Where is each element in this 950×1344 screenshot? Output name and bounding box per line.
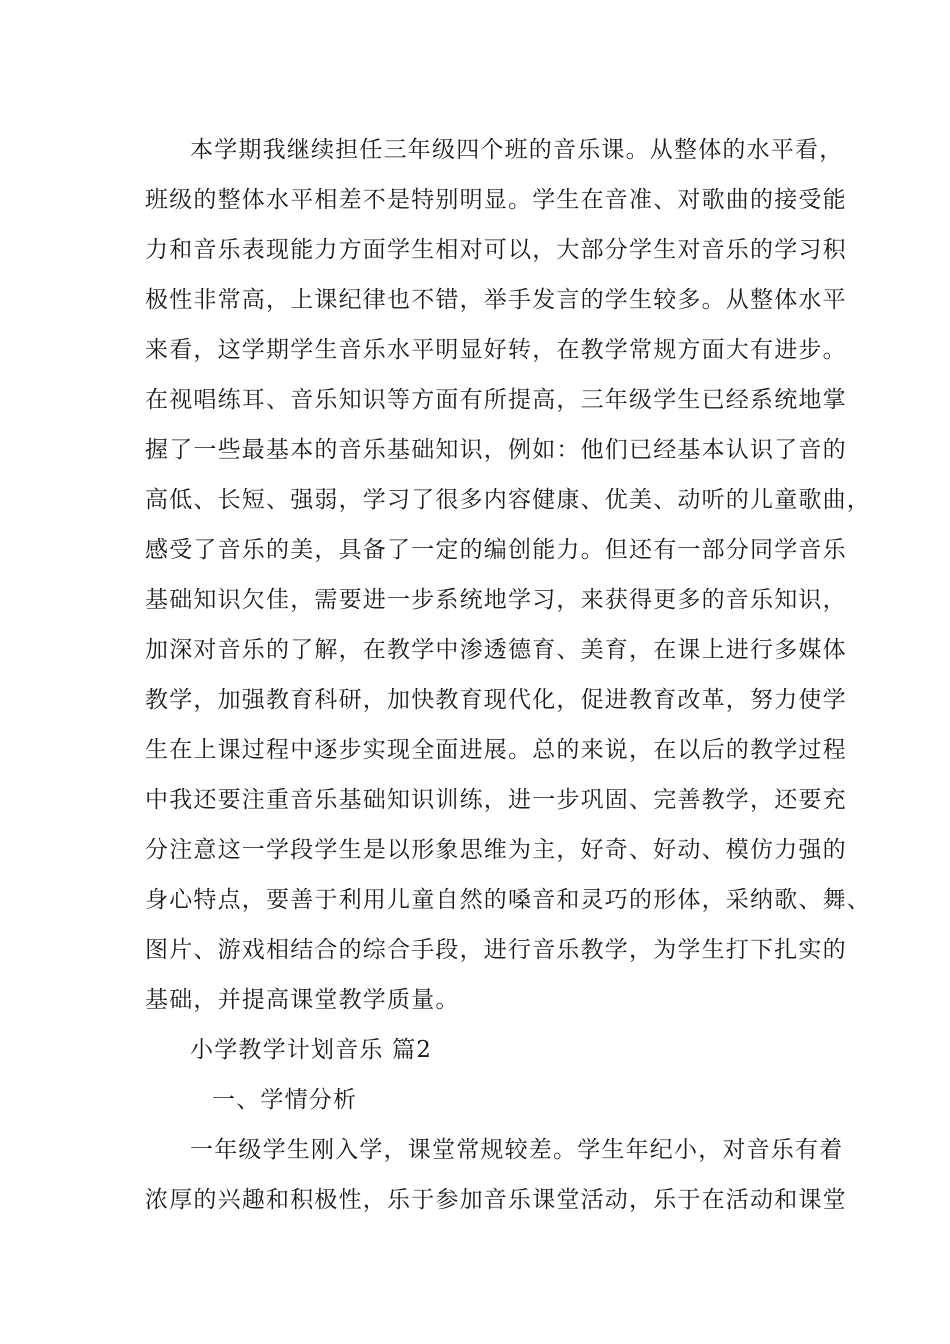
text-line: 加深对音乐的了解，在教学中渗透德育、美育，在课上进行多媒体 [145, 637, 847, 663]
text-line: 基础，并提高课堂教学质量。 [145, 987, 460, 1013]
text-line: 来看，这学期学生音乐水平明显好转，在教学常规方面大有进步。 [145, 337, 847, 363]
text-line: 身心特点，要善于利用儿童自然的嗓音和灵巧的形体，采纳歌、舞、 [145, 887, 871, 913]
text-line: 感受了音乐的美，具备了一定的编创能力。但还有一部分同学音乐 [145, 537, 847, 563]
text-line: 一年级学生刚入学，课堂常规较差。学生年纪小，对音乐有着 [190, 1137, 844, 1163]
text-line: 握了一些最基本的音乐基础知识，例如：他们已经基本认识了音的 [145, 437, 847, 463]
text-line: 力和音乐表现能力方面学生相对可以，大部分学生对音乐的学习积 [145, 237, 847, 263]
text-line: 在视唱练耳、音乐知识等方面有所提高，三年级学生已经系统地掌 [145, 387, 847, 413]
text-line: 班级的整体水平相差不是特别明显。学生在音准、对歌曲的接受能 [145, 187, 847, 213]
text-line: 高低、长短、强弱，学习了很多内容健康、优美、动听的儿童歌曲， [145, 487, 871, 513]
text-line: 生在上课过程中逐步实现全面进展。总的来说，在以后的教学过程 [145, 737, 847, 763]
text-line: 本学期我继续担任三年级四个班的音乐课。从整体的水平看， [190, 137, 844, 163]
section-heading: 小学教学计划音乐 篇2 [190, 1037, 433, 1063]
text-line: 图片、游戏相结合的综合手段，进行音乐教学，为学生打下扎实的 [145, 937, 847, 963]
text-line: 教学，加强教育科研，加快教育现代化，促进教育改革，努力使学 [145, 687, 847, 713]
text-line: 分注意这一学段学生是以形象思维为主，好奇、好动、模仿力强的 [145, 837, 847, 863]
text-line: 基础知识欠佳，需要进一步系统地学习，来获得更多的音乐知识， [145, 587, 847, 613]
text-line: 浓厚的兴趣和积极性，乐于参加音乐课堂活动，乐于在活动和课堂 [145, 1187, 847, 1213]
text-line: 中我还要注重音乐基础知识训练，进一步巩固、完善教学，还要充 [145, 787, 847, 813]
subsection-title: 一、学情分析 [212, 1087, 358, 1113]
text-line: 极性非常高，上课纪律也不错，举手发言的学生较多。从整体水平 [145, 287, 847, 313]
